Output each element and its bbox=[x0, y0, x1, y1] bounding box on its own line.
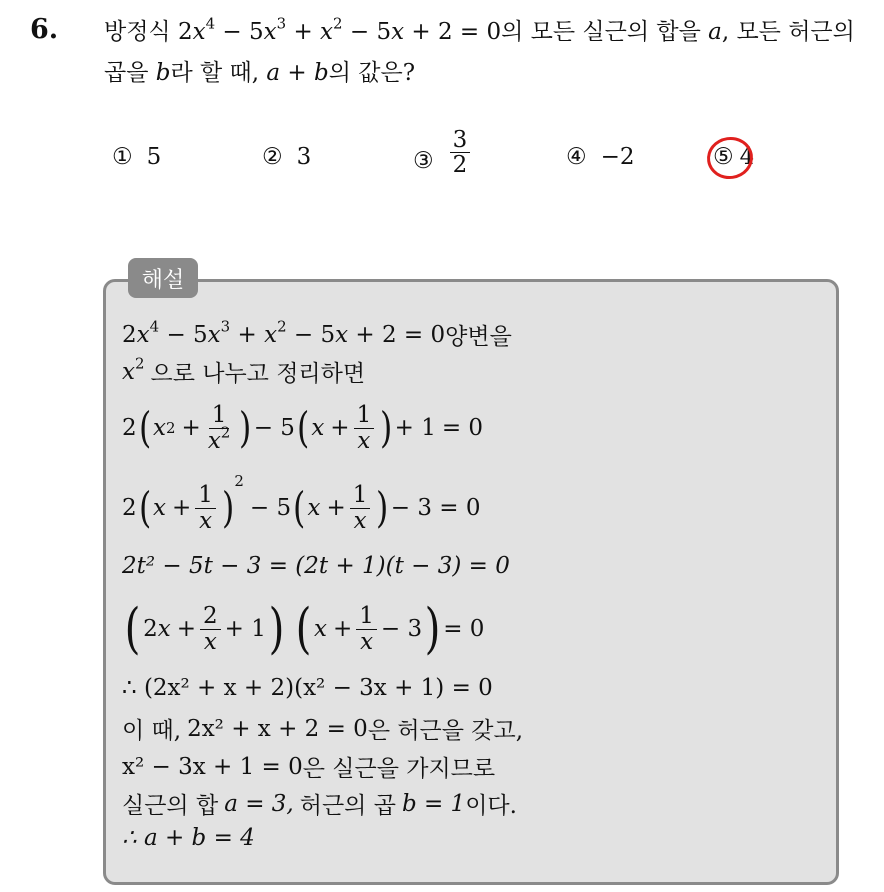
solution-step-6: ( 2 x + $\frac{2}{x}$ + 1 ) ( x + $\frac{1}{x}$ − 3 ) = 0 bbox=[124, 597, 485, 660]
choice-2-value: 3 bbox=[296, 144, 312, 170]
q-var-a: a bbox=[708, 19, 722, 45]
q-intro: 방정식 bbox=[104, 19, 171, 45]
step3-frac-2: $\frac{1}{x}$ bbox=[354, 403, 375, 452]
solution-step-9 bbox=[122, 750, 822, 783]
step4-frac-1: $\frac{1}{x}$ bbox=[195, 483, 216, 532]
q-line2-end: 라 할 때, bbox=[170, 60, 260, 86]
solution-tag: 해설 bbox=[128, 258, 198, 298]
step10-b-value: b = 1 bbox=[401, 790, 466, 817]
choice-3-numerator: 3 bbox=[450, 128, 471, 153]
step6-frac-2: $\frac{1}{x}$ bbox=[356, 604, 377, 653]
choice-5-value: 4 bbox=[739, 144, 755, 170]
choice-1-mark: ① bbox=[112, 144, 133, 170]
choice-3-fraction bbox=[450, 128, 471, 177]
choice-3-mark: ③ bbox=[413, 147, 434, 174]
step8-post: 은 허근을 갖고, bbox=[367, 718, 524, 744]
step10-a-value: a = 3, bbox=[224, 790, 294, 817]
step3-frac-1: $\frac{1}{x^2}$ bbox=[207, 402, 231, 454]
step6-frac-1: $\frac{2}{x}$ bbox=[200, 604, 221, 653]
solution-step-10 bbox=[122, 787, 822, 820]
choice-4-mark: ④ bbox=[566, 144, 587, 170]
question-text bbox=[104, 12, 874, 94]
answer-choices bbox=[0, 128, 884, 198]
step3-eq: = 0 bbox=[441, 415, 484, 441]
choice-1-value: 5 bbox=[146, 144, 162, 170]
q-var-b: b bbox=[155, 60, 171, 86]
step1-text: 양변을 bbox=[445, 324, 512, 350]
q-line1-mid: 의 모든 실근의 합을 bbox=[501, 19, 701, 45]
choice-5-mark: ⑤ bbox=[713, 144, 734, 170]
step8-pre: 이 때, bbox=[122, 718, 182, 744]
step9-post: 은 실근을 가지므로 bbox=[302, 756, 496, 782]
choice-4[interactable] bbox=[566, 144, 635, 170]
q-line1-end: , 모든 허근의 bbox=[721, 19, 855, 45]
solution-step-4: 2 ( x + $\frac{1}{x}$ ) 2 − 5 ( x + $\frac{1}{x}$ ) − 3 = 0 bbox=[122, 472, 481, 534]
choice-3[interactable] bbox=[413, 127, 472, 179]
question-number: 6. bbox=[30, 14, 59, 45]
step9-eq: x² − 3x + 1 = 0 bbox=[122, 753, 303, 780]
choice-5[interactable] bbox=[713, 144, 754, 170]
solution-step-11: ∴ a + b = 4 bbox=[122, 825, 255, 851]
solution-step-3: 2 ( x 2 + $\frac{1}{x^2}$ ) − 5 ( x + $\frac{1}{x}$ ) + 1 = 0 bbox=[122, 402, 484, 454]
step4-frac-2: $\frac{1}{x}$ bbox=[350, 483, 371, 532]
solution-step-7: ∴ (2x² + x + 2)(x² − 3x + 1) = 0 bbox=[122, 675, 493, 701]
step10-a-label: 실근의 합 bbox=[122, 793, 219, 819]
step1-equation: $2x^4 - 5x^3 + x^2 - 5x + 2 = 0$ bbox=[122, 317, 446, 348]
choice-2-mark: ② bbox=[262, 144, 283, 170]
q-line2-mid: 곱을 bbox=[104, 60, 149, 86]
step10-b-label: 허근의 곱 bbox=[299, 793, 396, 819]
q-line2-tail: 의 값은? bbox=[328, 60, 416, 86]
solution-step-2 bbox=[122, 355, 822, 388]
step8-eq: 2x² + x + 2 = 0 bbox=[187, 715, 368, 742]
choice-2[interactable] bbox=[262, 144, 311, 170]
step10-end: 이다. bbox=[465, 793, 517, 819]
choice-3-denominator: 2 bbox=[452, 152, 468, 179]
solution-step-5: 2t² − 5t − 3 = (2t + 1)(t − 3) = 0 bbox=[122, 553, 510, 579]
q-equation: $2x^4 - 5x^3 + x^2 - 5x + 2 = 0$ bbox=[177, 14, 502, 45]
q-sum-ab: a + b bbox=[266, 60, 329, 86]
step2-math: $x^2$ bbox=[122, 354, 145, 385]
choice-4-value: −2 bbox=[600, 144, 635, 170]
choice-1[interactable] bbox=[112, 144, 161, 170]
solution-step-8 bbox=[122, 712, 822, 745]
solution-step-1 bbox=[122, 318, 822, 351]
step2-text: 으로 나누고 정리하면 bbox=[150, 361, 366, 387]
